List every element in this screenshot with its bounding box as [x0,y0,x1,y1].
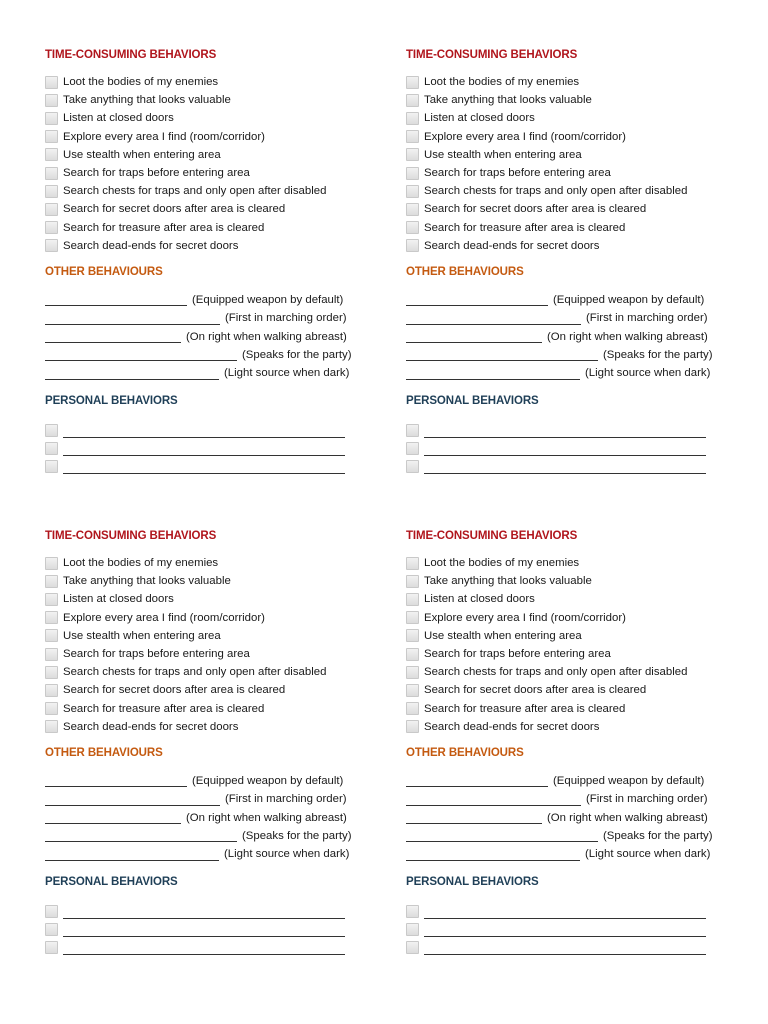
fill-in-blank-line[interactable] [406,330,542,343]
checklist-item-label: Search for traps before entering area [63,166,250,179]
checklist-item-label: Search for traps before entering area [63,647,250,660]
personal-behavior-row [406,458,746,476]
checklist-item[interactable] [406,73,746,91]
checkbox-icon[interactable] [45,593,58,606]
fill-in-row [45,291,385,309]
checklist-item[interactable] [45,73,385,91]
checkbox-icon[interactable] [406,629,419,642]
checkbox-icon[interactable] [406,94,419,107]
checkbox-icon[interactable] [406,76,419,89]
fill-in-blank-line[interactable] [45,829,237,842]
checklist-item[interactable] [406,182,746,200]
checkbox-icon[interactable] [406,593,419,606]
time-consuming-heading: TIME-CONSUMING BEHAVIORS [406,530,578,542]
fill-in-blank-line[interactable] [406,348,598,361]
fill-in-caption: (Speaks for the party) [603,349,713,362]
fill-in-row [45,809,385,827]
fill-in-caption: (On right when walking abreast) [186,811,347,824]
fill-in-blank-line[interactable] [406,829,598,842]
checklist-item[interactable] [45,164,385,182]
checkbox-icon[interactable] [45,424,58,437]
fill-in-blank-line[interactable] [406,774,548,787]
personal-behavior-blank-line[interactable] [424,943,706,955]
checklist-item[interactable] [406,718,746,736]
checkbox-icon[interactable] [406,923,419,936]
checkbox-icon[interactable] [406,130,419,143]
checklist-item-label: Loot the bodies of my enemies [63,557,219,569]
checklist-item[interactable] [406,663,746,681]
personal-behavior-row [45,422,385,440]
personal-behavior-row [406,921,746,939]
fill-in-row [45,328,385,346]
checklist-item[interactable] [45,146,385,164]
checklist-item-label: Use stealth when entering area [424,629,582,642]
behavior-card-2 [406,46,746,476]
checklist-item[interactable] [45,128,385,146]
fill-in-blank-line[interactable] [406,367,580,380]
personal-behavior-row [45,440,385,458]
fill-in-caption: (Speaks for the party) [242,830,352,843]
checklist-item-label: Listen at closed doors [63,593,174,606]
personal-behavior-row [406,422,746,440]
checklist-item-label: Explore every area I find (room/corridor) [63,611,265,624]
fill-in-caption: (Equipped weapon by default) [192,293,344,306]
fill-in-caption: (Light source when dark) [224,367,350,380]
checklist-item[interactable] [406,219,746,237]
fill-in-caption: (Light source when dark) [585,367,711,380]
checklist-item[interactable] [45,681,385,699]
fill-in-row [45,346,385,364]
checklist-item-label: Listen at closed doors [63,112,174,125]
checkbox-icon[interactable] [45,941,58,954]
checklist-item-label: Loot the bodies of my enemies [63,76,219,88]
checkbox-icon[interactable] [45,905,58,918]
checklist-item[interactable] [45,645,385,663]
checklist-item[interactable] [406,572,746,590]
checkbox-icon[interactable] [406,442,419,455]
checklist-item-label: Explore every area I find (room/corridor) [424,611,626,624]
checkbox-icon[interactable] [406,905,419,918]
checkbox-icon[interactable] [406,112,419,125]
checklist-item[interactable] [45,200,385,218]
fill-in-caption: (On right when walking abreast) [547,811,708,824]
checklist-item[interactable] [406,590,746,608]
other-behaviours-heading: OTHER BEHAVIOURS [45,746,163,759]
checklist-item-label: Take anything that looks valuable [63,575,231,588]
checklist-item-label: Search chests for traps and only open after disabled [424,185,688,198]
fill-in-blank-line[interactable] [45,293,187,306]
other-behaviours-list [406,291,746,383]
checklist-item-label: Search dead-ends for secret doors [63,239,239,252]
checklist-item[interactable] [406,146,746,164]
checklist-item-label: Listen at closed doors [424,112,535,125]
fill-in-caption: (First in marching order) [586,312,708,325]
fill-in-row [406,827,746,845]
checklist-item-label: Search for secret doors after area is cleared [63,203,286,216]
checklist-item-label: Search for traps before entering area [424,166,611,179]
fill-in-blank-line[interactable] [406,312,581,325]
checklist-item[interactable] [45,663,385,681]
checklist-item-label: Take anything that looks valuable [63,94,231,107]
fill-in-blank-line[interactable] [45,848,219,861]
checkbox-icon[interactable] [406,611,419,624]
fill-in-blank-line[interactable] [45,348,237,361]
personal-behavior-row [45,458,385,476]
checklist-item-label: Listen at closed doors [424,593,535,606]
checkbox-icon[interactable] [45,130,58,143]
checkbox-icon[interactable] [45,460,58,473]
fill-in-row [45,309,385,327]
fill-in-row [406,364,746,382]
checkbox-icon[interactable] [45,575,58,588]
fill-in-blank-line[interactable] [45,811,181,824]
personal-behavior-row [45,903,385,921]
checkbox-icon[interactable] [45,148,58,161]
checkbox-icon[interactable] [406,702,419,715]
checklist-item-label: Search chests for traps and only open after disabled [424,666,688,679]
fill-in-caption: (Equipped weapon by default) [553,293,705,306]
checkbox-icon[interactable] [406,221,419,234]
checklist-item[interactable] [45,718,385,736]
checkbox-icon[interactable] [45,923,58,936]
fill-in-row [45,772,385,790]
personal-behaviors-heading: PERSONAL BEHAVIORS [406,875,539,888]
time-consuming-list [406,554,746,736]
fill-in-row [45,827,385,845]
fill-in-row [45,845,385,863]
checklist-item-label: Search dead-ends for secret doors [424,720,600,733]
personal-behaviors-list [406,903,746,957]
personal-behavior-row [45,921,385,939]
personal-behaviors-heading: PERSONAL BEHAVIORS [45,394,178,407]
checkbox-icon[interactable] [406,203,419,216]
fill-in-row [406,328,746,346]
checklist-item[interactable] [406,128,746,146]
checklist-item[interactable] [45,572,385,590]
checklist-item[interactable] [406,700,746,718]
checkbox-icon[interactable] [45,720,58,733]
checklist-item[interactable] [45,182,385,200]
fill-in-caption: (Equipped weapon by default) [192,774,344,787]
checklist-item[interactable] [406,681,746,699]
checklist-item-label: Search for treasure after area is cleared [63,702,265,715]
personal-behaviors-list [45,903,385,957]
checklist-item[interactable] [45,590,385,608]
fill-in-blank-line[interactable] [45,312,220,325]
checklist-item-label: Loot the bodies of my enemies [424,76,580,88]
checklist-item-label: Explore every area I find (room/corridor) [63,130,265,143]
checklist-item[interactable] [45,91,385,109]
fill-in-row [45,364,385,382]
checkbox-icon[interactable] [406,424,419,437]
time-consuming-list [45,73,385,255]
fill-in-row [406,772,746,790]
checklist-item-label: Search dead-ends for secret doors [63,720,239,733]
time-consuming-list [406,73,746,255]
personal-behavior-blank-line[interactable] [63,444,345,456]
fill-in-blank-line[interactable] [406,811,542,824]
fill-in-blank-line[interactable] [406,293,548,306]
checkbox-icon[interactable] [406,575,419,588]
checkbox-icon[interactable] [406,148,419,161]
other-behaviours-heading: OTHER BEHAVIOURS [406,265,524,278]
checkbox-icon[interactable] [406,684,419,697]
personal-behaviors-heading: PERSONAL BEHAVIORS [45,875,178,888]
checklist-item[interactable] [45,700,385,718]
checkbox-icon[interactable] [45,203,58,216]
fill-in-blank-line[interactable] [45,367,219,380]
checklist-item-label: Use stealth when entering area [63,629,221,642]
checklist-item-label: Search for treasure after area is cleared [424,221,626,234]
checklist-item-label: Search for traps before entering area [424,647,611,660]
time-consuming-list [45,554,385,736]
personal-behavior-blank-line[interactable] [424,426,706,438]
personal-behavior-blank-line[interactable] [424,907,706,919]
checklist-item[interactable] [45,554,385,572]
checkbox-icon[interactable] [45,611,58,624]
checklist-item[interactable] [406,627,746,645]
checklist-item-label: Search for secret doors after area is cleared [424,684,647,697]
checkbox-icon[interactable] [406,720,419,733]
checkbox-icon[interactable] [406,167,419,180]
checklist-item[interactable] [406,554,746,572]
checklist-item-label: Use stealth when entering area [63,148,221,161]
fill-in-row [406,309,746,327]
checklist-item-label: Search for treasure after area is cleared [63,221,265,234]
checkbox-icon[interactable] [45,112,58,125]
checkbox-icon[interactable] [45,94,58,107]
checklist-item[interactable] [406,164,746,182]
time-consuming-heading: TIME-CONSUMING BEHAVIORS [406,49,578,61]
fill-in-caption: (On right when walking abreast) [547,330,708,343]
personal-behavior-blank-line[interactable] [63,925,345,937]
fill-in-caption: (First in marching order) [586,793,708,806]
time-consuming-heading: TIME-CONSUMING BEHAVIORS [45,49,217,61]
checkbox-icon[interactable] [45,76,58,89]
fill-in-row [406,809,746,827]
checklist-item-label: Search for secret doors after area is cleared [63,684,286,697]
personal-behavior-blank-line[interactable] [63,943,345,955]
fill-in-caption: (Light source when dark) [585,848,711,861]
checkbox-icon[interactable] [45,684,58,697]
checkbox-icon[interactable] [45,442,58,455]
personal-behavior-row [406,903,746,921]
checklist-item[interactable] [45,237,385,255]
fill-in-caption: (Equipped weapon by default) [553,774,705,787]
fill-in-row [406,346,746,364]
checklist-item[interactable] [406,645,746,663]
fill-in-caption: (Light source when dark) [224,848,350,861]
checkbox-icon[interactable] [45,629,58,642]
checklist-item-label: Loot the bodies of my enemies [424,557,580,569]
behavior-card-4 [406,527,746,957]
checkbox-icon[interactable] [45,702,58,715]
checklist-item[interactable] [406,237,746,255]
fill-in-row [45,790,385,808]
checklist-item-label: Search chests for traps and only open after disabled [63,666,327,679]
checkbox-icon[interactable] [45,221,58,234]
fill-in-row [406,291,746,309]
fill-in-caption: (First in marching order) [225,312,347,325]
fill-in-row [406,790,746,808]
other-behaviours-list [406,772,746,864]
checklist-item-label: Explore every area I find (room/corridor) [424,130,626,143]
checkbox-icon[interactable] [45,666,58,679]
checkbox-icon[interactable] [406,185,419,198]
checkbox-icon[interactable] [406,941,419,954]
other-behaviours-heading: OTHER BEHAVIOURS [406,746,524,759]
personal-behavior-blank-line[interactable] [424,462,706,474]
checkbox-icon[interactable] [45,648,58,661]
checkbox-icon[interactable] [45,167,58,180]
personal-behaviors-list [406,422,746,476]
checklist-item-label: Take anything that looks valuable [424,575,592,588]
behavior-card-1 [45,46,385,476]
personal-behavior-blank-line[interactable] [63,462,345,474]
other-behaviours-list [45,772,385,864]
checkbox-icon[interactable] [406,666,419,679]
time-consuming-heading: TIME-CONSUMING BEHAVIORS [45,530,217,542]
fill-in-row [406,845,746,863]
checkbox-icon[interactable] [406,460,419,473]
personal-behavior-row [406,939,746,957]
checklist-item-label: Use stealth when entering area [424,148,582,161]
behavior-card-3 [45,527,385,957]
fill-in-caption: (First in marching order) [225,793,347,806]
checklist-item-label: Search for secret doors after area is cleared [424,203,647,216]
fill-in-blank-line[interactable] [406,848,580,861]
personal-behaviors-heading: PERSONAL BEHAVIORS [406,394,539,407]
personal-behavior-row [45,939,385,957]
checkbox-icon[interactable] [45,239,58,252]
checkbox-icon[interactable] [45,557,58,570]
fill-in-caption: (Speaks for the party) [603,830,713,843]
personal-behavior-row [406,440,746,458]
checklist-item[interactable] [406,609,746,627]
checkbox-icon[interactable] [406,648,419,661]
checklist-item-label: Take anything that looks valuable [424,94,592,107]
personal-behavior-blank-line[interactable] [424,925,706,937]
checkbox-icon[interactable] [45,185,58,198]
checkbox-icon[interactable] [406,239,419,252]
checklist-item-label: Search chests for traps and only open after disabled [63,185,327,198]
other-behaviours-heading: OTHER BEHAVIOURS [45,265,163,278]
fill-in-blank-line[interactable] [406,793,581,806]
checklist-item[interactable] [406,109,746,127]
checklist-item[interactable] [45,627,385,645]
other-behaviours-list [45,291,385,383]
fill-in-caption: (On right when walking abreast) [186,330,347,343]
checklist-item[interactable] [406,91,746,109]
fill-in-blank-line[interactable] [45,330,181,343]
checkbox-icon[interactable] [406,557,419,570]
fill-in-blank-line[interactable] [45,793,220,806]
checklist-item[interactable] [45,219,385,237]
checklist-item-label: Search for treasure after area is cleared [424,702,626,715]
checklist-item[interactable] [406,200,746,218]
personal-behavior-blank-line[interactable] [424,444,706,456]
personal-behavior-blank-line[interactable] [63,907,345,919]
fill-in-blank-line[interactable] [45,774,187,787]
checklist-item[interactable] [45,109,385,127]
personal-behaviors-list [45,422,385,476]
fill-in-caption: (Speaks for the party) [242,349,352,362]
checklist-item-label: Search dead-ends for secret doors [424,239,600,252]
personal-behavior-blank-line[interactable] [63,426,345,438]
checklist-item[interactable] [45,609,385,627]
